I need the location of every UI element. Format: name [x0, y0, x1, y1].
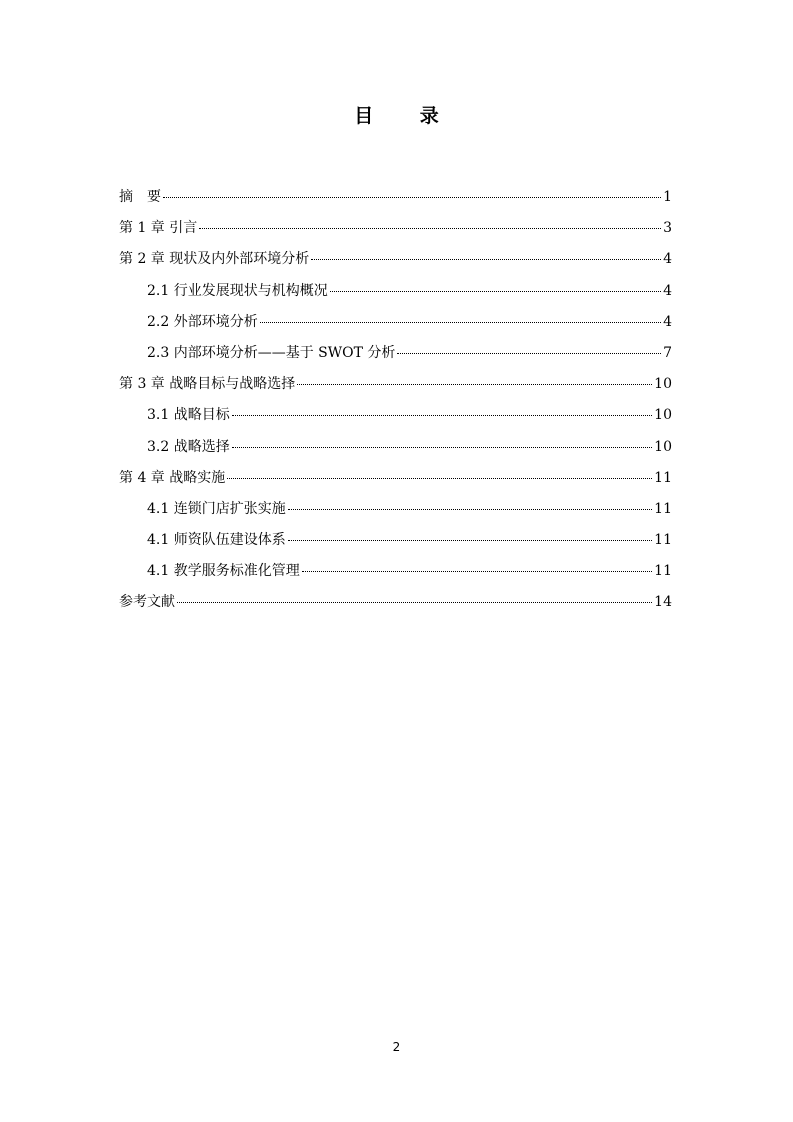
toc-dot-leader	[288, 540, 652, 541]
toc-entry-page: 7	[663, 344, 672, 361]
toc-entry-title: 3.1 战略目标	[147, 407, 230, 424]
toc-entry-page: 11	[654, 563, 672, 580]
toc-entry[interactable]	[119, 280, 672, 311]
toc-entry[interactable]	[119, 467, 672, 498]
toc-entry-page: 10	[654, 438, 672, 455]
toc-dot-leader	[397, 353, 661, 354]
toc-dot-leader	[260, 322, 661, 323]
toc-entry[interactable]	[119, 311, 672, 342]
toc-dot-leader	[199, 228, 661, 229]
toc-entry-title: 第 4 章 战略实施	[119, 469, 226, 486]
toc-dot-leader	[177, 602, 652, 603]
toc-dot-leader	[302, 571, 652, 572]
toc-entry-title: 第 2 章 现状及内外部环境分析	[119, 251, 310, 268]
toc-entry-title: 第 1 章 引言	[119, 220, 198, 237]
toc-entry[interactable]	[119, 373, 672, 404]
toc-entry-title: 2.1 行业发展现状与机构概况	[147, 282, 328, 299]
toc-entry-page: 10	[654, 376, 672, 393]
page-number: 2	[392, 1040, 401, 1054]
toc-entry-page: 3	[663, 220, 672, 237]
toc-entry-page: 10	[654, 407, 672, 424]
toc-entry-title: 4.1 教学服务标准化管理	[147, 563, 300, 580]
toc-entry-page: 4	[663, 313, 672, 330]
toc-entry-page: 14	[654, 594, 672, 611]
toc-dot-leader	[163, 197, 661, 198]
toc-dot-leader	[232, 415, 652, 416]
toc-entry[interactable]	[119, 404, 672, 435]
toc-dot-leader	[297, 384, 652, 385]
toc-dot-leader	[227, 478, 652, 479]
toc-entry-title: 4.1 连锁门店扩张实施	[147, 500, 286, 517]
toc-entry-title: 4.1 师资队伍建设体系	[147, 532, 286, 549]
toc-entry[interactable]	[119, 248, 672, 279]
toc-entry-page: 11	[654, 500, 672, 517]
toc-entry-title: 2.3 内部环境分析——基于 SWOT 分析	[147, 344, 396, 361]
toc-entry-title: 第 3 章 战略目标与战略选择	[119, 376, 296, 393]
toc-entry[interactable]	[119, 529, 672, 560]
toc-entry[interactable]	[119, 591, 672, 622]
toc-entry-page: 4	[663, 282, 672, 299]
toc-entry-title: 摘 要	[119, 189, 161, 205]
page-title: 目 录	[354, 105, 459, 127]
toc-entry[interactable]	[119, 186, 672, 217]
toc-entry-page: 4	[663, 251, 672, 268]
toc-entry-page: 11	[654, 469, 672, 486]
toc-dot-leader	[330, 291, 661, 292]
toc-entry[interactable]	[119, 436, 672, 467]
toc-entry[interactable]	[119, 217, 672, 248]
toc-entry-title: 3.2 战略选择	[147, 438, 230, 455]
toc-entry-page: 11	[654, 532, 672, 549]
toc-dot-leader	[311, 259, 661, 260]
toc-entry[interactable]	[119, 342, 672, 373]
toc-entry[interactable]	[119, 560, 672, 591]
table-of-contents	[119, 186, 672, 623]
toc-dot-leader	[232, 447, 652, 448]
toc-entry-page: 1	[663, 189, 672, 205]
toc-entry-title: 参考文献	[119, 594, 175, 611]
toc-dot-leader	[288, 509, 652, 510]
toc-entry-title: 2.2 外部环境分析	[147, 313, 258, 330]
toc-entry[interactable]	[119, 498, 672, 529]
